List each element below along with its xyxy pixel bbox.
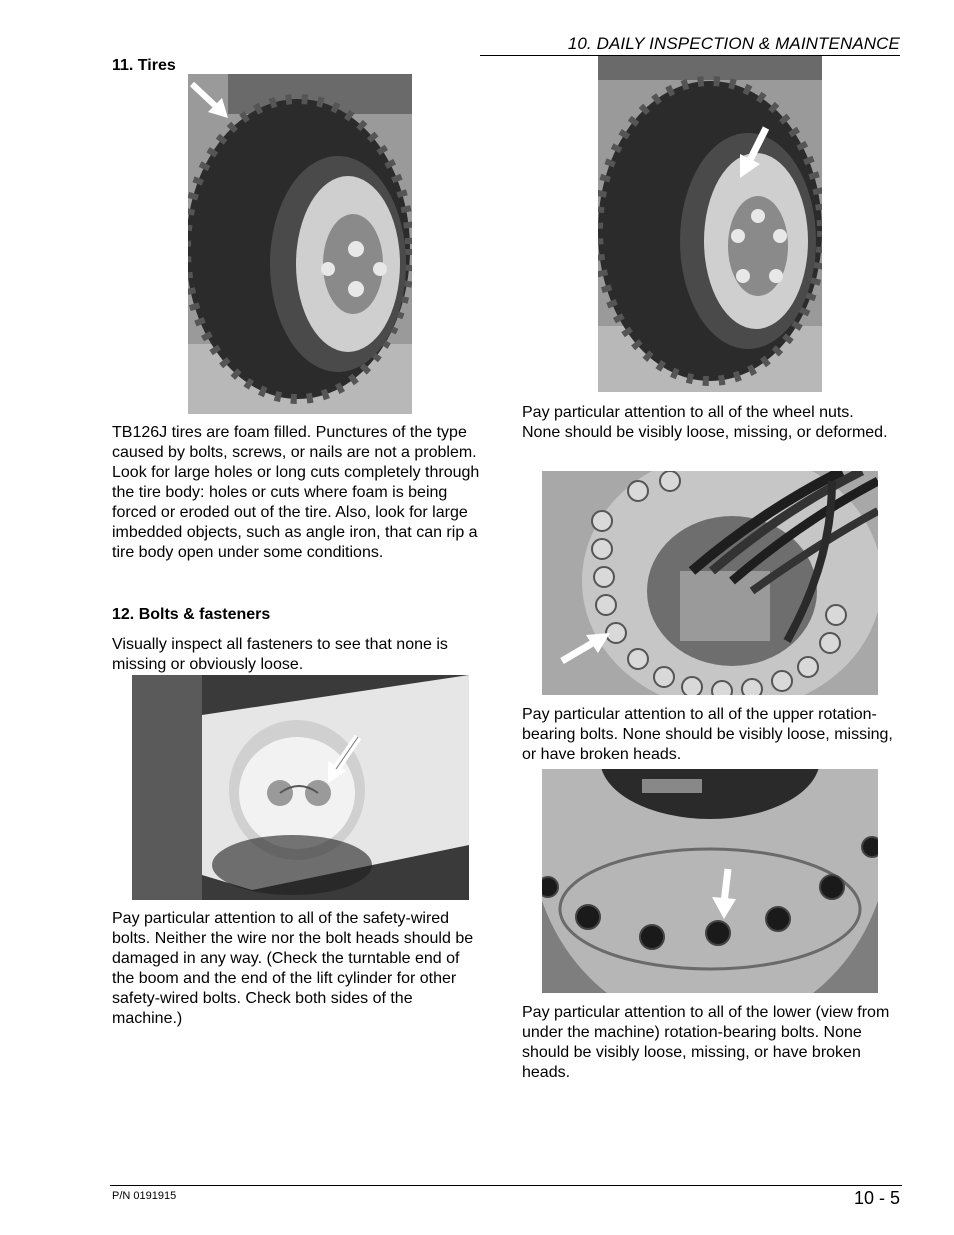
tires-paragraph: TB126J tires are foam filled. Punctures of the type caused by bolts, screws, or nails are not a problem. Look for large holes or long cuts completely through the tire body: holes or cuts where foam is being forced or eroded out of the tire. Also, look for large imbedded objects, such as angle iron, that can rip a tire body open under some conditions. <box>112 424 480 561</box>
bolts-heading: 12. Bolts & fasteners <box>112 606 271 623</box>
wheel-nuts-photo <box>598 56 822 392</box>
page-number: 10 - 5 <box>853 1188 900 1208</box>
safety-wired-caption: Pay particular attention to all of the safety-wired bolts. Neither the wire nor the bolt heads should be damaged in any way. (Check the turntable end of the boom and the end of the lift cylinder for other safety-wired bolts. Check both sides of the machine.) <box>112 910 474 1027</box>
safety-wired-bolts-photo <box>132 675 469 900</box>
footer-rule <box>110 1185 902 1186</box>
wheel-nuts-caption: Pay particular attention to all of the wheel nuts. None should be visibly loose, missing, or deformed. <box>522 404 888 441</box>
part-number: P/N 0191915 <box>112 1190 177 1202</box>
lower-bearing-caption: Pay particular attention to all of the lower (view from under the machine) rotation-bearing bolts. None should be visibly loose, missing, or have broken heads. <box>522 1004 890 1081</box>
bolts-paragraph: Visually inspect all fasteners to see that none is missing or obviously loose. <box>112 636 448 673</box>
upper-rotation-bearing-photo <box>542 471 878 695</box>
lower-rotation-bearing-photo <box>542 769 878 993</box>
tires-heading: 11. Tires <box>112 57 176 74</box>
tire-photo <box>188 74 412 414</box>
upper-bearing-caption: Pay particular attention to all of the upper rotation-bearing bolts. None should be visibly loose, missing, or have broken heads. <box>522 706 893 763</box>
section-header-title: 10. DAILY INSPECTION & MAINTENANCE <box>567 34 900 53</box>
